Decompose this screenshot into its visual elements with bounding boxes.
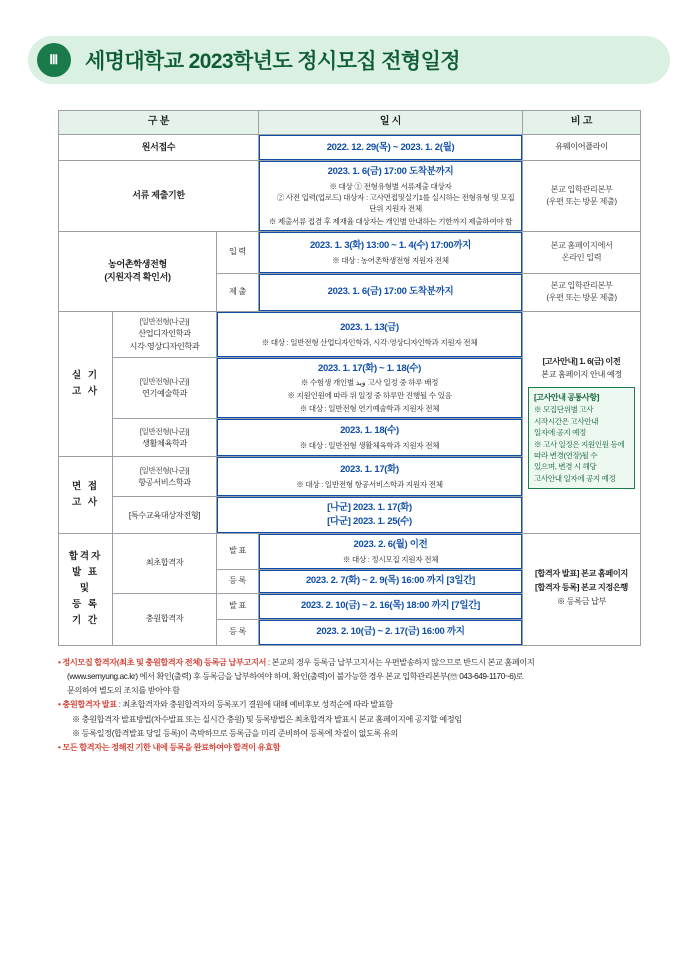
dept-cell-airservice bbox=[113, 457, 217, 497]
notice-line: 시작시간은 고사안내 bbox=[534, 416, 599, 426]
note-line: ※ 지원인원에 따라 위 일정 중 하루만 진행될 수 있음 bbox=[287, 391, 452, 401]
dept-name: 연기예술학과 bbox=[141, 388, 188, 398]
footnote-line bbox=[58, 698, 640, 711]
note-line: ※ 대상 : 일반전형 연기예술학과 지원자 전체 bbox=[299, 404, 440, 414]
row-date-sports-exam bbox=[217, 419, 523, 457]
row-date-acting-exam bbox=[217, 357, 523, 419]
note-line: ※ 대상 : 정시모집 지원자 전체 bbox=[342, 554, 439, 564]
notice-line: 고사안내 일자에 공지 예정 bbox=[534, 473, 616, 483]
type-tag: [일반전형(나군)] bbox=[139, 465, 190, 475]
bullet-icon: • bbox=[58, 743, 61, 753]
row-label-document-deadline: 서류 제출기한 bbox=[59, 161, 259, 232]
row-label-rural-student bbox=[59, 231, 217, 311]
note-line: ※ 대상 : 일반전형 산업디자인학과, 시각·영상디자인학과 지원자 전체 bbox=[261, 337, 478, 347]
date-text: 2022. 12. 29(목) ~ 2023. 1. 2(월) bbox=[326, 141, 455, 153]
row-date-airservice-interview bbox=[217, 457, 523, 497]
date-text: 2023. 1. 18(수) bbox=[340, 425, 399, 437]
date-text: 2023. 1. 3(화) 13:00 ~ 1. 4(수) 17:00까지 bbox=[309, 239, 472, 251]
bullet-icon: • bbox=[58, 657, 61, 667]
date-text: 2023. 1. 17(화) ~ 1. 18(수) bbox=[317, 362, 421, 374]
label-line: (지원자격 확인서) bbox=[104, 272, 171, 283]
dept-name: 산업디자인학과 시각·영상디자인학과 bbox=[129, 328, 200, 351]
schedule-table-wrapper bbox=[58, 110, 640, 646]
subrow-label-announce: 발 표 bbox=[217, 533, 259, 569]
date-text: [다군] 2023. 1. 25(수) bbox=[327, 516, 412, 528]
footnote-line bbox=[58, 656, 640, 669]
row-label-first-pass: 최초합격자 bbox=[113, 533, 217, 593]
notice-line: 따라 변경(연장)될 수 bbox=[534, 450, 598, 460]
date-text: 2023. 1. 6(금) 17:00 도착분까지 bbox=[327, 166, 454, 177]
notice-title: [고사안내 공통사항] bbox=[534, 393, 599, 403]
remark-line: (우편 또는 방문 제출) bbox=[546, 293, 617, 303]
remark-line: ※ 등록금 납부 bbox=[556, 597, 607, 607]
note-line: ※ 대상 : 일반전형 항공서비스학과 지원자 전체 bbox=[296, 480, 443, 490]
notice-line: ※ 고사 일정은 지원인원 등에 bbox=[534, 439, 625, 449]
row-remark-rural-input bbox=[523, 231, 641, 273]
dept-name: 생활체육학과 bbox=[141, 438, 188, 448]
row-date-additional-pass-register bbox=[259, 619, 523, 645]
date-text: [나군] 2023. 1. 17(화) bbox=[327, 502, 412, 514]
row-date-rural-input bbox=[259, 231, 523, 273]
group-label-practical-exam: 실 기 고 사 bbox=[59, 311, 113, 457]
dept-cell-sports bbox=[113, 419, 217, 457]
remark-line: 본교 입학관리본부 bbox=[550, 184, 613, 194]
exam-common-notice-box bbox=[528, 387, 635, 489]
type-tag: [일반전형(나군)] bbox=[139, 376, 190, 386]
footnote-emphasis: 정시모집 합격자(최초 및 충원합격자 전체) 등록금 납부고지서 bbox=[62, 657, 266, 667]
note-line: ※ 수험생 개인별 وید 고사 일정 중 하루 배정 bbox=[300, 378, 439, 388]
note-line: ※ 대상 ① 전형유형별 서류제출 대상자 bbox=[329, 181, 452, 191]
remark-line: [고사안내] 1. 6(금) 이전 bbox=[542, 356, 621, 366]
footnote-text: 모든 합격자는 정해진 기한 내에 등록을 완료하여야 합격이 유효함 bbox=[62, 743, 281, 753]
row-date-first-pass-announce bbox=[259, 533, 523, 569]
row-label-application: 원서접수 bbox=[59, 135, 259, 161]
table-head bbox=[59, 111, 641, 135]
label-line: 농어촌학생전형 bbox=[108, 259, 167, 270]
row-date-rural-submit bbox=[259, 273, 523, 311]
dept-cell-acting bbox=[113, 357, 217, 419]
notice-line: 있으며, 변경 시 해당 bbox=[534, 462, 597, 472]
row-remark-rural-submit bbox=[523, 273, 641, 311]
footnote-line bbox=[58, 741, 640, 754]
footnotes bbox=[58, 656, 640, 755]
subrow-label-register: 등 록 bbox=[217, 569, 259, 593]
row-date-application bbox=[259, 135, 523, 161]
footnote-emphasis: 충원합격자 발표 bbox=[62, 700, 117, 710]
footnote-text: : 최초합격자와 충원합격자의 등록포기 결원에 대해 예비후보 성적순에 따라 발표함 bbox=[116, 700, 393, 710]
col-header-remark: 비 고 bbox=[523, 111, 641, 135]
document-page bbox=[0, 36, 698, 956]
footnote-line: (www.semyung.ac.kr) 에서 확인(출력) 후 등록금을 납부하여야 하며, 확인(출력)이 불가능한 경우 본교 입학관리본부(☏ 043-649-1170~6)로 bbox=[67, 671, 524, 681]
remark-line: [합격자 발표] 본교 홈페이지 bbox=[535, 569, 628, 579]
dept-name: [특수교육대상자전형] bbox=[128, 510, 201, 520]
date-text: 2023. 1. 13(금) bbox=[340, 321, 399, 333]
footnote-line: ※ 등록일정(합격발표 당일 등록)이 촉박하므로 등록금을 미리 준비하여 등록에 차질이 없도록 유의 bbox=[72, 729, 398, 739]
subrow-label-submit: 제 출 bbox=[217, 273, 259, 311]
remark-line: 본교 입학관리본부 bbox=[550, 280, 613, 290]
group-label-interview-exam: 면 접 고 사 bbox=[59, 457, 113, 534]
group-label-announcement-registration: 합격자 발 표 및 등 록 기 간 bbox=[59, 533, 113, 645]
col-header-division: 구 분 bbox=[59, 111, 259, 135]
table-row bbox=[59, 135, 641, 161]
remark-announcement-registration bbox=[523, 533, 641, 645]
date-text: 2023. 1. 6(금) 17:00 도착분까지 bbox=[327, 286, 454, 298]
dept-name: 항공서비스학과 bbox=[138, 477, 191, 487]
notice-line: ※ 모집단위별 고사 bbox=[534, 405, 594, 415]
row-date-design-exam bbox=[217, 311, 523, 357]
col-header-datetime: 일 시 bbox=[259, 111, 523, 135]
table-row bbox=[59, 311, 641, 357]
type-tag: [일반전형(나군)] bbox=[139, 426, 190, 436]
row-remark-document-deadline bbox=[523, 161, 641, 232]
date-text: 2023. 1. 17(화) bbox=[340, 464, 399, 476]
note-line: ※ 대상 : 일반전형 생활체육학과 지원자 전체 bbox=[299, 441, 440, 451]
footnote-line: ※ 충원합격자 발표방법(차수발표 또는 실시간 충원) 및 등록방법은 최초합격자 발표시 본교 홈페이지에 공지할 예정임 bbox=[72, 714, 462, 724]
subrow-label-announce: 발 표 bbox=[217, 593, 259, 619]
table-body bbox=[59, 135, 641, 646]
table-row bbox=[59, 231, 641, 273]
row-date-additional-pass-announce bbox=[259, 593, 523, 619]
remark-exam-guide bbox=[523, 311, 641, 533]
table-row bbox=[59, 533, 641, 569]
note-line: ② 사전 입력(업로드) 대상자 : 고사면접및실기1를 실시하는 전형유형 및 모집단위 지원자 전체 bbox=[276, 192, 515, 213]
remark-line: 본교 홈페이지 안내 예정 bbox=[541, 370, 622, 380]
dept-cell-special-education bbox=[113, 497, 217, 534]
date-text: 2023. 2. 10(금) ~ 2. 17(금) 16:00 까지 bbox=[316, 626, 465, 638]
footnote-line: 문의하여 별도의 조치를 받아야 함 bbox=[67, 686, 180, 696]
row-remark-application: 유웨이어플라이 bbox=[523, 135, 641, 161]
row-date-first-pass-register bbox=[259, 569, 523, 593]
table-row bbox=[59, 161, 641, 232]
page-title: 세명대학교 2023학년도 정시모집 전형일정 bbox=[85, 50, 460, 73]
row-date-special-education-interview bbox=[217, 497, 523, 534]
remark-line: (우편 또는 방문 제출) bbox=[546, 196, 617, 206]
section-number-badge: Ⅲ bbox=[37, 43, 71, 77]
date-text: 2023. 2. 10(금) ~ 2. 16(목) 18:00 까지 [7일간] bbox=[300, 600, 481, 612]
note-line: ※ 대상 : 농어촌학생전형 지원자 전체 bbox=[332, 255, 449, 265]
row-label-additional-pass: 충원합격자 bbox=[113, 593, 217, 645]
subrow-label-register: 등 록 bbox=[217, 619, 259, 645]
bullet-icon: • bbox=[58, 700, 61, 710]
remark-line: 온라인 입력 bbox=[561, 253, 602, 263]
date-text: 2023. 2. 6(월) 이전 bbox=[353, 538, 428, 550]
remark-line: 본교 홈페이지에서 bbox=[550, 240, 613, 250]
table-header-row bbox=[59, 111, 641, 135]
note-line: ※ 제출서류 접겸 후 제재율 대상자는 개인별 안내하는 기한까지 제출하여야 함 bbox=[268, 216, 513, 226]
footnote-text: : 본교의 경우 등록금 납부고지서는 우편발송하지 않으므로 반드시 본교 홈페이지 bbox=[265, 657, 535, 667]
date-text: 2023. 2. 7(화) ~ 2. 9(목) 16:00 까지 [3일간] bbox=[305, 575, 476, 587]
type-tag: [일반전형(나군)] bbox=[139, 316, 190, 326]
page-header bbox=[28, 36, 670, 84]
notice-line: 일자에 공지 예정 bbox=[534, 428, 586, 438]
row-date-document-deadline bbox=[259, 161, 523, 232]
subrow-label-input: 입 력 bbox=[217, 231, 259, 273]
dept-cell-design bbox=[113, 311, 217, 357]
admission-schedule-table bbox=[58, 110, 641, 646]
remark-line: [합격자 등록] 본교 지정은행 bbox=[535, 583, 628, 593]
